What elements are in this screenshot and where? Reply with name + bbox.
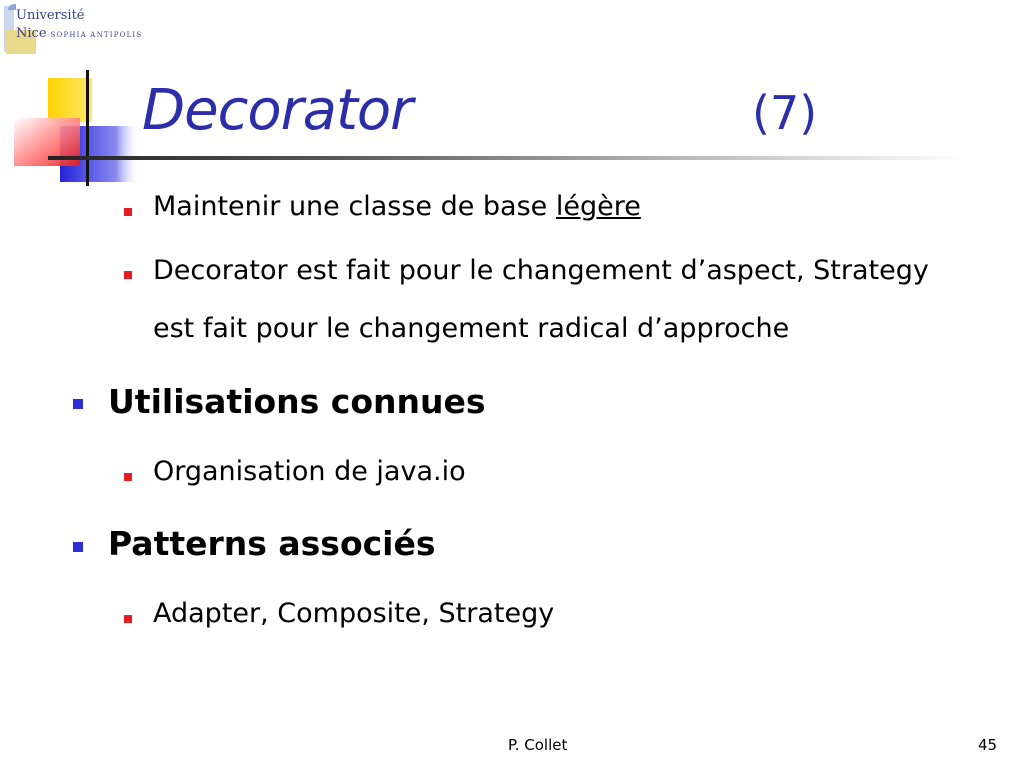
- bullet-square-blue-icon: [73, 542, 83, 552]
- bullet-square-red-icon: [124, 271, 132, 279]
- bullet-square-red-icon: [124, 473, 132, 481]
- footer-author: P. Collet: [508, 736, 568, 754]
- title-vertical-rule: [86, 70, 89, 186]
- slide-title: Decorator: [142, 78, 413, 143]
- section-heading-utilisations: Utilisations connues: [108, 382, 486, 421]
- logo-text-universite: Université: [16, 8, 85, 23]
- logo-text-sophia: SOPHIA ANTIPOLIS: [50, 31, 143, 39]
- university-logo: [2, 4, 142, 56]
- bullet-text: Adapter, Composite, Strategy: [153, 598, 555, 629]
- logo-text-nice: [16, 26, 142, 41]
- bullet-square-red-icon: [124, 208, 132, 216]
- bullet-square-red-icon: [124, 615, 132, 623]
- logo-text-nice-word: Nice: [16, 26, 47, 41]
- bullet-text: Organisation de java.io: [153, 456, 466, 487]
- section-heading-patterns: Patterns associés: [108, 524, 436, 563]
- footer-page-number: 45: [978, 736, 998, 754]
- bullet-text-main: Maintenir une classe de base: [153, 191, 556, 222]
- title-underline-rule: [48, 156, 968, 160]
- slide-title-number: (7): [752, 86, 818, 140]
- bullet-text-line1: Decorator est fait pour le changement d’aspect, Strategy: [153, 255, 929, 286]
- bullet-text-line2: est fait pour le changement radical d’approche: [153, 313, 790, 344]
- bullet-text-underlined: légère: [555, 191, 641, 222]
- bullet-text: [153, 178, 641, 236]
- bullet-square-blue-icon: [73, 399, 83, 409]
- decorative-squares: [0, 60, 150, 190]
